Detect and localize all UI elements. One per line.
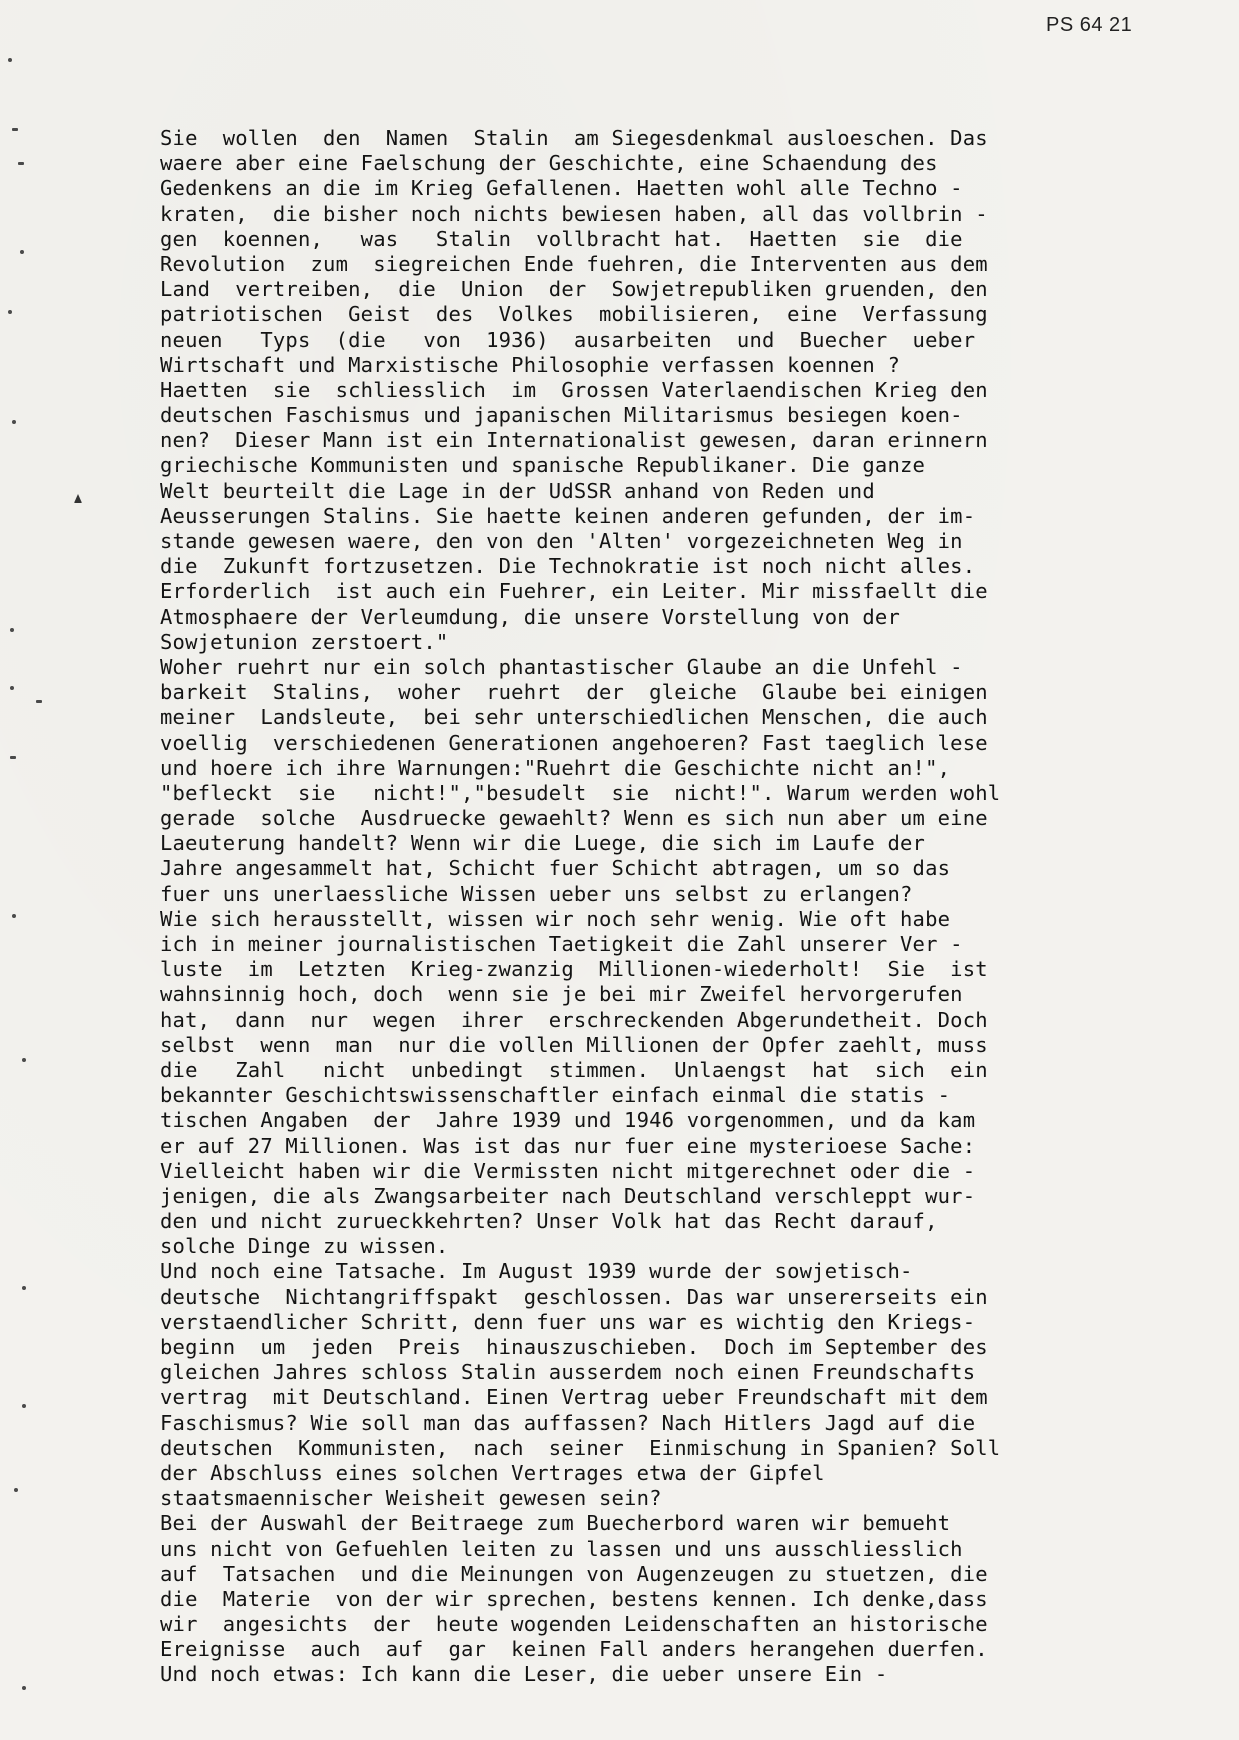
- margin-mark: [12, 420, 16, 424]
- margin-mark: [36, 700, 42, 703]
- text-line: Erforderlich ist auch ein Fuehrer, ein Leiter. Mir missfaellt die: [160, 579, 988, 604]
- text-line: wahnsinnig hoch, doch wenn sie je bei mir Zweifel hervorgerufen: [160, 982, 963, 1007]
- text-line: Faschismus? Wie soll man das auffassen? Nach Hitlers Jagd auf die: [160, 1410, 976, 1435]
- text-line: gen koennen, was Stalin vollbracht hat. Haetten sie die: [160, 226, 963, 251]
- margin-mark: [12, 128, 18, 131]
- page-reference: PS 64 21: [1046, 14, 1133, 36]
- text-line: Haetten sie schliesslich im Grossen Vaterlaendischen Krieg den: [160, 377, 988, 402]
- text-line: Atmosphaere der Verleumdung, die unsere Vorstellung von der: [160, 604, 900, 629]
- margin-mark: [22, 1058, 26, 1062]
- text-line: jenigen, die als Zwangsarbeiter nach Deutschland verschleppt wur-: [160, 1183, 976, 1208]
- text-line: Aeusserungen Stalins. Sie haette keinen anderen gefunden, der im-: [160, 503, 976, 528]
- text-line: Jahre angesammelt hat, Schicht fuer Schicht abtragen, um so das: [160, 856, 951, 881]
- text-line: patriotischen Geist des Volkes mobilisieren, eine Verfassung: [160, 302, 988, 327]
- text-line: ich in meiner journalistischen Taetigkeit die Zahl unserer Ver -: [160, 932, 963, 956]
- text-line: Und noch etwas: Ich kann die Leser, die ueber unsere Ein -: [160, 1662, 888, 1687]
- text-line: fuer uns unerlaessliche Wissen ueber uns selbst zu erlangen?: [160, 881, 913, 906]
- text-line: Ereignisse auch auf gar keinen Fall anders herangehen duerfen.: [160, 1637, 988, 1662]
- margin-mark: [74, 494, 82, 503]
- margin-mark: [20, 250, 24, 254]
- text-line: luste im Letzten Krieg-zwanzig Millionen-wiederholt! Sie ist: [160, 957, 988, 982]
- text-line: waere aber eine Faelschung der Geschichte, eine Schaendung des: [160, 151, 938, 176]
- text-line: uns nicht von Gefuehlen leiten zu lassen und uns ausschliesslich: [160, 1536, 963, 1561]
- text-line: Wie sich herausstellt, wissen wir noch sehr wenig. Wie oft habe: [160, 906, 951, 931]
- text-line: wir angesichts der heute wogenden Leidenschaften an historische: [160, 1612, 988, 1637]
- text-line: Land vertreiben, die Union der Sowjetrepubliken gruenden, den: [160, 277, 988, 302]
- text-line: Laeuterung handelt? Wenn wir die Luege, die sich im Laufe der: [160, 831, 926, 856]
- text-line: stande gewesen waere, den von den 'Alten' vorgezeichneten Weg in: [160, 529, 963, 553]
- text-line: nen? Dieser Mann ist ein Internationalist gewesen, daran erinnern: [160, 428, 988, 453]
- text-line: Bei der Auswahl der Beitraege zum Buecherbord waren wir bemueht: [160, 1511, 951, 1536]
- margin-mark: [10, 686, 14, 690]
- text-line: voellig verschiedenen Generationen angehoeren? Fast taeglich lese: [160, 730, 988, 755]
- margin-mark: [14, 1488, 18, 1492]
- text-line: beginn um jeden Preis hinauszuschieben. Doch im September des: [160, 1335, 988, 1359]
- text-line: Vielleicht haben wir die Vermissten nicht mitgerechnet oder die -: [160, 1158, 976, 1183]
- text-line: bekannter Geschichtswissenschaftler einfach einmal die statis -: [160, 1083, 951, 1108]
- text-line: tischen Angaben der Jahre 1939 und 1946 vorgenommen, und da kam: [160, 1108, 976, 1133]
- text-line: die Zukunft fortzusetzen. Die Technokratie ist noch nicht alles.: [160, 554, 976, 579]
- text-line: Gedenkens an die im Krieg Gefallenen. Haetten wohl alle Techno -: [160, 176, 963, 201]
- text-line: Sie wollen den Namen Stalin am Siegesdenkmal ausloeschen. Das: [160, 126, 988, 150]
- text-line: der Abschluss eines solchen Vertrages etwa der Gipfel: [160, 1460, 825, 1485]
- margin-mark: [10, 756, 16, 759]
- text-line: selbst wenn man nur die vollen Millionen der Opfer zaehlt, muss: [160, 1032, 988, 1057]
- text-line: Und noch eine Tatsache. Im August 1939 wurde der sowjetisch-: [160, 1259, 913, 1284]
- margin-mark: [12, 914, 16, 918]
- text-line: die Materie von der wir sprechen, bestens kennen. Ich denke,dass: [160, 1586, 988, 1611]
- margin-mark: [22, 1404, 26, 1408]
- text-line: staatsmaennischer Weisheit gewesen sein?: [160, 1486, 662, 1511]
- typewritten-text: [160, 126, 1180, 1688]
- text-line: griechische Kommunisten und spanische Republikaner. Die ganze: [160, 453, 926, 478]
- margin-mark: [10, 628, 14, 632]
- text-line: "befleckt sie nicht!","besudelt sie nicht!". Warum werden wohl: [160, 780, 1001, 805]
- text-line: meiner Landsleute, bei sehr unterschiedlichen Menschen, die auch: [160, 705, 988, 730]
- text-line: auf Tatsachen und die Meinungen von Augenzeugen zu stuetzen, die: [160, 1561, 988, 1586]
- text-line: neuen Typs (die von 1936) ausarbeiten und Buecher ueber: [160, 327, 976, 352]
- margin-mark: [22, 1686, 26, 1690]
- margin-mark: [8, 310, 12, 314]
- text-line: Woher ruehrt nur ein solch phantastischer Glaube an die Unfehl -: [160, 654, 963, 679]
- margin-mark: [22, 1286, 26, 1290]
- text-line: die Zahl nicht unbedingt stimmen. Unlaengst hat sich ein: [160, 1057, 988, 1082]
- text-line: Sowjetunion zerstoert.": [160, 629, 449, 654]
- text-line: er auf 27 Millionen. Was ist das nur fuer eine mysterioese Sache:: [160, 1133, 976, 1158]
- text-line: und hoere ich ihre Warnungen:"Ruehrt die Geschichte nicht an!",: [160, 755, 951, 780]
- text-line: kraten, die bisher noch nichts bewiesen haben, all das vollbrin -: [160, 201, 988, 226]
- text-line: verstaendlicher Schritt, denn fuer uns war es wichtig den Kriegs-: [160, 1309, 976, 1334]
- margin-mark: [8, 58, 12, 62]
- text-line: vertrag mit Deutschland. Einen Vertrag ueber Freundschaft mit dem: [160, 1385, 988, 1410]
- text-line: gleichen Jahres schloss Stalin ausserdem noch einen Freundschafts: [160, 1360, 976, 1385]
- text-line: hat, dann nur wegen ihrer erschreckenden Abgerundetheit. Doch: [160, 1007, 988, 1032]
- text-line: barkeit Stalins, woher ruehrt der gleiche Glaube bei einigen: [160, 680, 988, 705]
- text-line: den und nicht zurueckkehrten? Unser Volk hat das Recht darauf,: [160, 1209, 938, 1234]
- text-line: gerade solche Ausdruecke gewaehlt? Wenn es sich nun aber um eine: [160, 806, 988, 831]
- margin-mark: [18, 162, 24, 165]
- text-line: deutsche Nichtangriffspakt geschlossen. Das war unsererseits ein: [160, 1284, 988, 1309]
- text-line: solche Dinge zu wissen.: [160, 1234, 449, 1259]
- text-line: Wirtschaft und Marxistische Philosophie verfassen koennen ?: [160, 352, 900, 377]
- text-line: Welt beurteilt die Lage in der UdSSR anhand von Reden und: [160, 478, 875, 503]
- text-line: deutschen Kommunisten, nach seiner Einmischung in Spanien? Soll: [160, 1435, 1001, 1460]
- text-line: Revolution zum siegreichen Ende fuehren, die Interventen aus dem: [160, 251, 988, 276]
- text-line: deutschen Faschismus und japanischen Militarismus besiegen koen-: [160, 403, 963, 428]
